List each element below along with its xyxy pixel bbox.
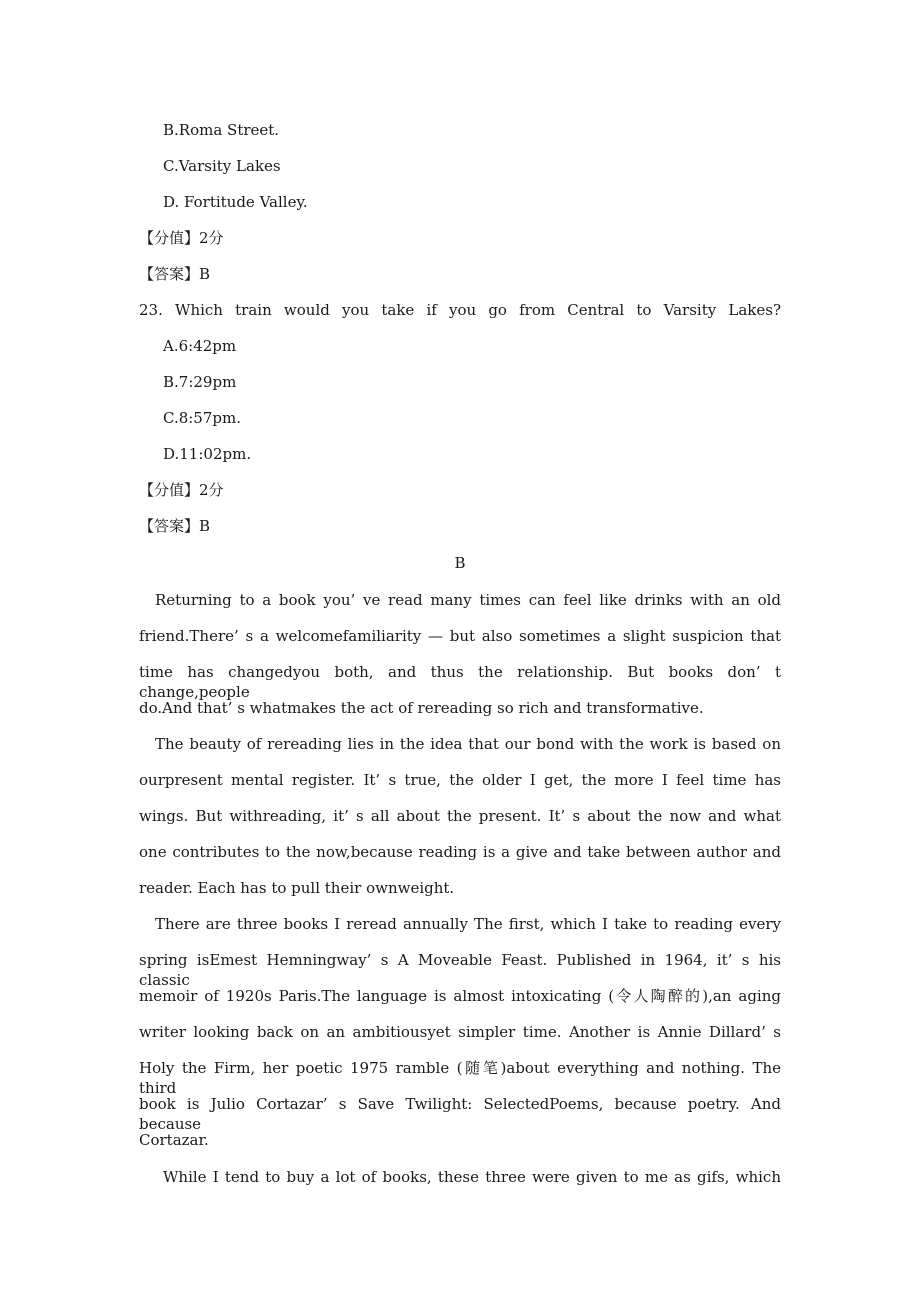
q22-option-c: C.Varsity Lakes (163, 157, 281, 175)
passage-line: Returning to a book you’ ve read many times can feel like drinks with an old (155, 591, 781, 609)
passage-line: The beauty of rereading lies in the idea that our bond with the work is based on (155, 735, 781, 753)
q23-option-a: A.6:42pm (163, 337, 237, 355)
passage-line: reader. Each has to pull their ownweight. (139, 879, 455, 897)
q23-option-d: D.11:02pm. (163, 445, 252, 463)
passage-line: While I tend to buy a lot of books, these three were given to me as gifs, which (163, 1168, 781, 1186)
q23-score: 【分值】2分 (139, 481, 224, 499)
passage-line: do.And that’ s whatmakes the act of rereading so rich and transformative. (139, 699, 704, 717)
passage-line: Cortazar. (139, 1131, 209, 1149)
passage-line: one contributes to the now,because reading is a give and take between author and (139, 843, 781, 861)
passage-line: writer looking back on an ambitiousyet simpler time. Another is Annie Dillard’ s (139, 1023, 781, 1041)
q22-option-b: B.Roma Street. (163, 121, 280, 139)
passage-line: wings. But withreading, it’ s all about the present. It’ s about the now and what (139, 807, 781, 825)
q22-answer: 【答案】B (139, 265, 211, 283)
passage-line: There are three books I reread annually The first, which I take to reading every (155, 915, 781, 933)
passage-line: Holy the Firm, her poetic 1975 ramble (随笔)about everything and nothing. The third (139, 1059, 781, 1097)
passage-line: friend.There’ s a welcomefamiliarity — but also sometimes a slight suspicion that (139, 627, 781, 645)
q23-question: 23. Which train would you take if you go from Central to Varsity Lakes? (139, 301, 781, 319)
q23-answer: 【答案】B (139, 517, 211, 535)
section-title: B (454, 554, 466, 572)
q23-option-b: B.7:29pm (163, 373, 237, 391)
passage-line: time has changedyou both, and thus the relationship. But books don’ t change,people (139, 663, 781, 701)
passage-line: book is Julio Cortazar’ s Save Twilight: SelectedPoems, because poetry. And because (139, 1095, 781, 1133)
q22-score: 【分值】2分 (139, 229, 224, 247)
passage-line: memoir of 1920s Paris.The language is almost intoxicating (令人陶醉的),an aging (139, 987, 781, 1005)
q22-option-d: D. Fortitude Valley. (163, 193, 308, 211)
q23-option-c: C.8:57pm. (163, 409, 241, 427)
passage-line: ourpresent mental register. It’ s true, the older I get, the more I feel time has (139, 771, 781, 789)
passage-line: spring isEmest Hemningway’ s A Moveable Feast. Published in 1964, it’ s his classic (139, 951, 781, 989)
